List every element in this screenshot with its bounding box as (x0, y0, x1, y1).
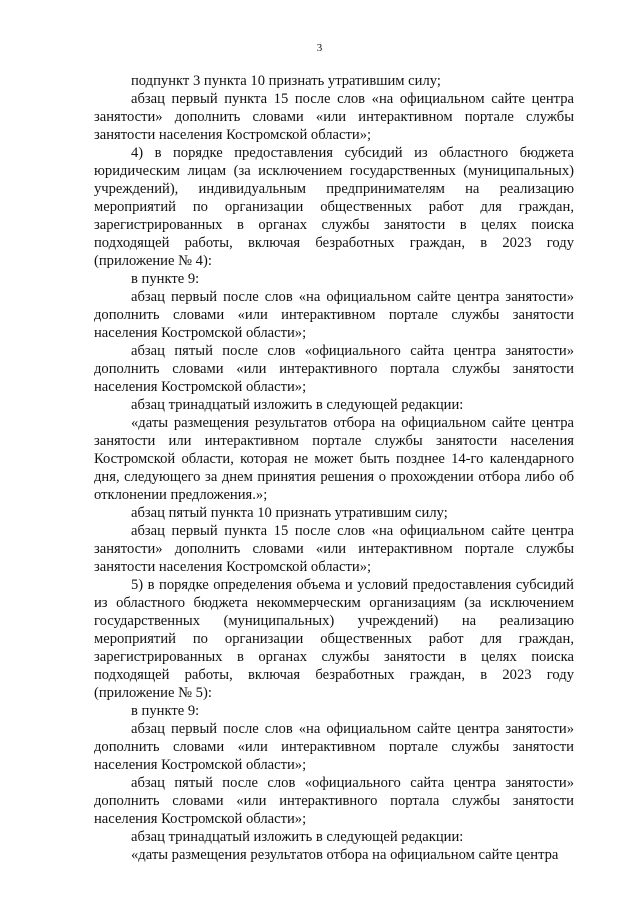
paragraph: абзац тринадцатый изложить в следующей редакции: (131, 829, 464, 845)
paragraph: в пункте 9: (131, 271, 200, 287)
paragraph: абзац тринадцатый изложить в следующей редакции: (131, 397, 464, 413)
paragraph: абзац первый после слов «на официальном сайте центра занятости» дополнить словами «или интерактивном портале службы занятости населения Костромской области»; (94, 721, 574, 773)
paragraph: абзац первый пункта 15 после слов «на официальном сайте центра занятости» дополнить словами «или интерактивном портале службы занятости населения Костромской области»; (94, 91, 574, 143)
paragraph: абзац пятый пункта 10 признать утратившим силу; (131, 505, 448, 521)
page-number: 3 (316, 42, 323, 54)
paragraph: абзац пятый после слов «официального сайта центра занятости» дополнить словами «или интерактивного портала службы занятости населения Костромской области»; (94, 775, 574, 827)
paragraph: «даты размещения результатов отбора на официальном сайте центра занятости или интерактивном портале службы занятости населения Костромской области, которая не может быть позднее 14-го календарного дня, следующего за днем принятия решения о прохождении отбора либо об отклонении предложения.»; (94, 415, 574, 503)
paragraph: абзац пятый после слов «официального сайта центра занятости» дополнить словами «или интерактивного портала службы занятости населения Костромской области»; (94, 343, 574, 395)
paragraph: «даты размещения результатов отбора на официальном сайте центра (131, 847, 559, 863)
paragraph: абзац первый пункта 15 после слов «на официальном сайте центра занятости» дополнить словами «или интерактивном портале службы занятости населения Костромской области»; (94, 523, 574, 575)
paragraph: 5) в порядке определения объема и условий предоставления субсидий из областного бюджета некоммерческим организациям (за исключением государственных (муниципальных) учреждений) на реализацию мероприятий по организации общественных работ для граждан, зарегистрированных в органах службы занятости в целях поиска подходящей работы, включая безработных граждан, в 2023 году (приложение № 5): (94, 577, 574, 701)
paragraph: в пункте 9: (131, 703, 200, 719)
paragraph: подпункт 3 пункта 10 признать утратившим силу; (131, 73, 441, 89)
paragraph: абзац первый после слов «на официальном сайте центра занятости» дополнить словами «или интерактивном портале службы занятости населения Костромской области»; (94, 289, 574, 341)
document-body (94, 72, 574, 864)
paragraph: 4) в порядке предоставления субсидий из областного бюджета юридическим лицам (за исключением государственных (муниципальных) учреждений), индивидуальным предпринимателям на реализацию мероприятий по организации общественных работ для граждан, зарегистрированных в органах службы занятости в целях поиска подходящей работы, включая безработных граждан, в 2023 году (приложение № 4): (94, 145, 574, 269)
